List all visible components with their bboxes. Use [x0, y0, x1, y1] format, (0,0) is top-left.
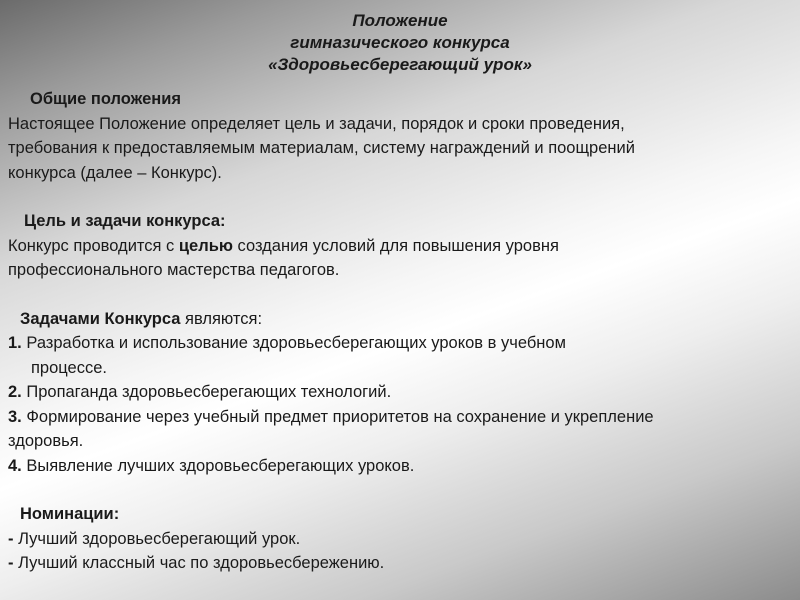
title-line-1: Положение — [352, 11, 448, 30]
task-text: Формирование через учебный предмет приоритетов на сохранение и укрепление — [26, 407, 654, 426]
task-item-1 — [8, 331, 793, 356]
tasks-heading-rest: являются: — [180, 309, 263, 328]
general-text-line: требования к предоставляемым материалам, систему награждений и поощрений — [8, 139, 635, 157]
title-line-3: «Здоровьесберегающий урок» — [268, 55, 532, 74]
task-text: Пропаганда здоровьесберегающих технологий. — [26, 383, 392, 401]
nomination-item-1 — [8, 527, 793, 552]
goal-text-post: создания условий для повышения уровня — [232, 236, 559, 255]
section-heading-nominations: Номинации: — [20, 505, 120, 523]
task-item-4 — [8, 454, 793, 479]
section-heading-goal: Цель и задачи конкурса: — [24, 212, 226, 230]
spacer — [8, 185, 793, 209]
title-line-2: гимназического конкурса — [290, 33, 510, 52]
goal-text-line: профессионального мастерства педагогов. — [8, 261, 340, 279]
slide-body — [8, 87, 793, 576]
task-item-3 — [8, 405, 793, 430]
general-text-line: конкурса (далее – Конкурс). — [8, 163, 222, 182]
nomination-text: Лучший классный час по здоровьесбережению. — [18, 554, 385, 572]
spacer — [8, 478, 793, 502]
task-number: 3. — [8, 407, 22, 426]
nomination-item-2 — [8, 551, 793, 576]
task-item-2 — [8, 380, 793, 405]
goal-text-pre: Конкурс проводится с — [8, 236, 179, 255]
general-text-line: Настоящее Положение определяет цель и задачи, порядок и сроки проведения, — [8, 114, 625, 133]
goal-text-bold: целью — [178, 236, 233, 255]
spacer — [8, 283, 793, 307]
slide-title — [0, 10, 800, 76]
task-item-3-continued: здоровья. — [8, 432, 84, 450]
nomination-bullet: - — [8, 554, 14, 572]
section-heading-general: Общие положения — [30, 90, 182, 108]
task-text: Выявление лучших здоровьесберегающих уроков. — [26, 456, 415, 475]
task-text: Разработка и использование здоровьесберегающих уроков в учебном — [26, 334, 566, 352]
task-item-1-continued: процессе. — [31, 358, 107, 377]
tasks-heading-bold: Задачами Конкурса — [20, 309, 181, 328]
nomination-bullet: - — [8, 529, 14, 548]
task-number: 1. — [8, 334, 22, 352]
task-number: 2. — [8, 383, 22, 401]
task-number: 4. — [8, 456, 22, 475]
section-heading-tasks — [8, 307, 793, 332]
nomination-text: Лучший здоровьесберегающий урок. — [18, 529, 301, 548]
goal-text-line — [8, 234, 793, 259]
